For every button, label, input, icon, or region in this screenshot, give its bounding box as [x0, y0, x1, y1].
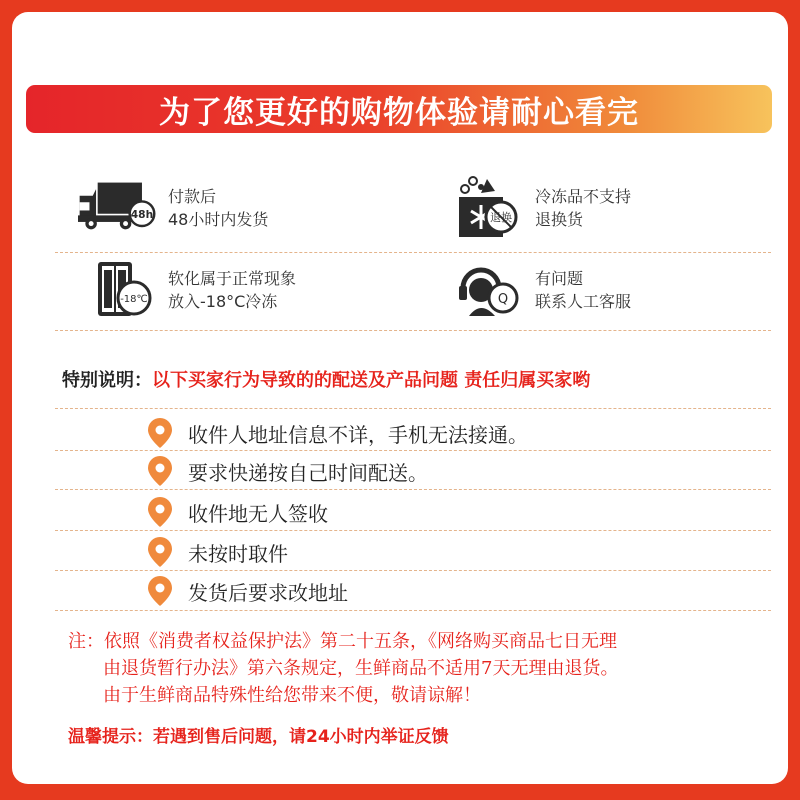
list-item [148, 497, 328, 527]
divider [55, 570, 771, 571]
feature-line2: 放入-18°C冷冻 [168, 292, 278, 311]
feature-customer-service [445, 260, 631, 320]
list-item [148, 576, 348, 606]
divider [55, 610, 771, 611]
list-item-text: 收件地无人签收 [188, 501, 328, 526]
feature-line1: 付款后 [168, 187, 217, 206]
feature-freezer [78, 260, 296, 320]
list-item-text: 要求快递按自己时间配送。 [188, 460, 428, 485]
delivery-truck-48h-icon [78, 178, 160, 238]
frozen-no-return-icon [445, 178, 527, 238]
special-text: 以下买家行为导致的的配送及产品问题 责任归属买家哟 [152, 370, 591, 391]
feature-frozen-no-return [445, 178, 631, 238]
divider [55, 530, 771, 531]
divider [55, 252, 771, 253]
location-pin-icon [148, 576, 172, 606]
special-label: 特别说明： [62, 370, 152, 391]
warm-tip: 温馨提示：若遇到售后问题，请24小时内举证反馈 [68, 727, 449, 747]
list-item [148, 537, 288, 567]
location-pin-icon [148, 456, 172, 486]
note-line: 由于生鲜商品特殊性给您带来不便，敬请谅解！ [103, 685, 481, 706]
divider [55, 450, 771, 451]
list-item [148, 456, 428, 486]
service-badge: Q [497, 292, 509, 307]
freezer-badge: -18℃ [120, 294, 148, 305]
freezer-minus18-icon [78, 260, 160, 320]
location-pin-icon [148, 537, 172, 567]
legal-note [68, 628, 618, 709]
list-item-text: 发货后要求改地址 [188, 580, 348, 605]
feature-line1: 软化属于正常现象 [168, 269, 297, 288]
banner-title: 为了您更好的购物体验请耐心看完 [159, 94, 639, 131]
truck-badge: 48h [130, 207, 154, 221]
customer-service-headset-icon [445, 260, 527, 320]
note-line: 由退货暂行办法》第六条规定，生鲜商品不适用7天无理由退货。 [103, 658, 619, 679]
note-line: 注：依照《消费者权益保护法》第二十五条，《网络购买商品七日无理 [68, 631, 617, 652]
feature-line1: 有问题 [535, 269, 584, 288]
list-item-text: 未按时取件 [188, 541, 288, 566]
location-pin-icon [148, 418, 172, 448]
special-notice [62, 366, 590, 392]
divider [55, 408, 771, 409]
header-banner [26, 85, 772, 133]
location-pin-icon [148, 497, 172, 527]
feature-line2: 退换货 [535, 210, 584, 229]
divider [55, 489, 771, 490]
feature-line2: 48小时内发货 [168, 210, 269, 229]
feature-shipping [78, 178, 268, 238]
no-return-badge: 退换 [490, 211, 512, 224]
divider [55, 330, 771, 331]
list-item [148, 418, 528, 448]
feature-line2: 联系人工客服 [535, 292, 632, 311]
list-item-text: 收件人地址信息不详，手机无法接通。 [188, 422, 528, 447]
feature-line1: 冷冻品不支持 [535, 187, 632, 206]
